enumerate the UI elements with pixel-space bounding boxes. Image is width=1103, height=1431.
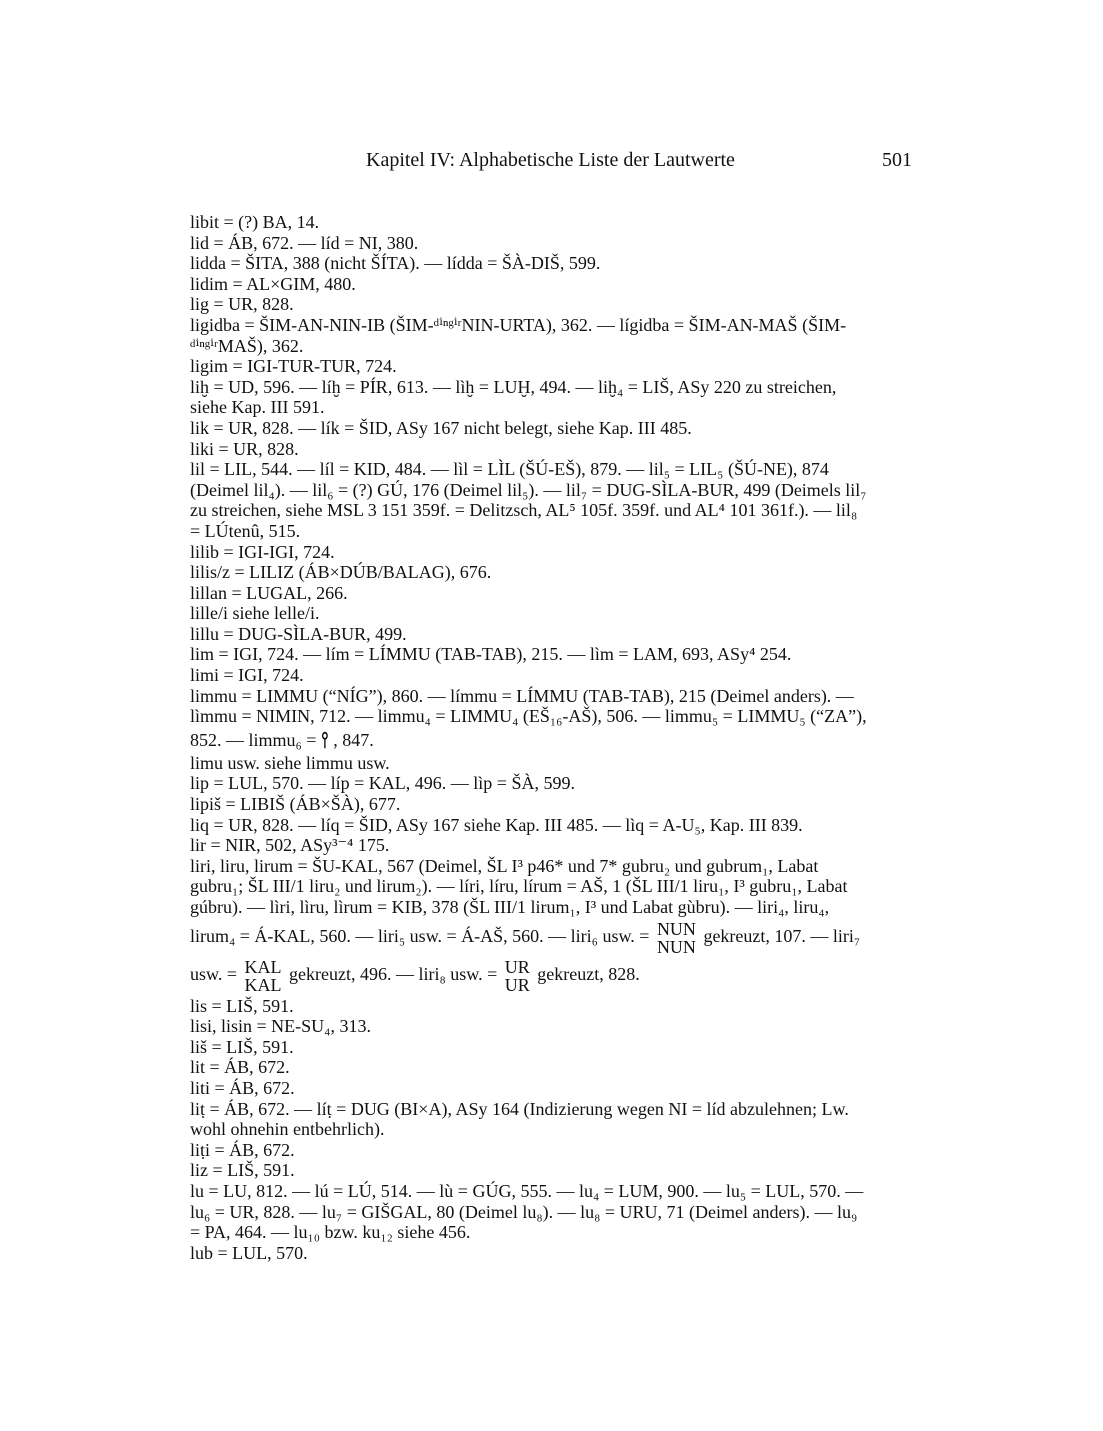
entry-line: liṭ = ÁB, 672. — líṭ = DUG (BI×A), ASy 164 (Indizierung wegen NI = líd abzulehnen; Lw. xyxy=(190,1098,849,1119)
running-header xyxy=(190,147,912,173)
entry-line-with-sign xyxy=(190,729,912,751)
entry-line: ligidba = ŠIM-AN-NIN-IB (ŠIM-ᵈⁱⁿᵍⁱʳNIN-URTA), 362. — lígidba = ŠIM-AN-MAŠ (ŠIM- xyxy=(190,314,847,335)
entry-line: liri, liru, lirum = ŠU-KAL, 567 (Deimel, ŠL I³ p46* und 7* gubru₂ und gubrum₁, Labat xyxy=(190,855,819,876)
entry-line: lidim = AL×GIM, 480. xyxy=(190,273,356,294)
entry-line: lìmmu = NIMIN, 712. — limmu₄ = LIMMU₄ (EŠ₁₆-AŠ), 506. — limmu₅ = LIMMU₅ (“ZA”), xyxy=(190,706,867,727)
line-text: , 847. xyxy=(328,729,374,750)
entry-line: lir = NIR, 502, ASy³⁻⁴ 175. xyxy=(190,835,390,856)
entry-line: ligim = IGI-TUR-TUR, 724. xyxy=(190,356,397,377)
entry-line: liz = LIŠ, 591. xyxy=(190,1160,295,1181)
entry-line-fraction xyxy=(190,920,912,956)
stacked-sign xyxy=(505,958,530,994)
chapter-title: Kapitel IV: Alphabetische Liste der Lautwerte xyxy=(366,149,735,171)
entry-line: liḫ = UD, 596. — líḫ = PÍR, 613. — lìḫ = LUḪ, 494. — liḫ₄ = LIŠ, ASy 220 zu streichen, xyxy=(190,376,837,397)
stacked-sign xyxy=(245,958,282,994)
entry-line: siehe Kap. III 591. xyxy=(190,397,325,418)
entry-line: liq = UR, 828. — líq = ŠID, ASy 167 siehe Kap. III 485. — lìq = A-U₅, Kap. III 839. xyxy=(190,814,803,835)
stack-top: KAL xyxy=(244,956,282,977)
entry-line: lim = IGI, 724. — lím = LÍMMU (TAB-TAB), 215. — lìm = LAM, 693, ASy⁴ 254. xyxy=(190,644,792,665)
entry-line: liki = UR, 828. xyxy=(190,438,299,459)
entry-line: lig = UR, 828. xyxy=(190,294,294,315)
stack-top: UR xyxy=(504,956,530,977)
entry-line: libit = (?) BA, 14. xyxy=(190,212,320,232)
entry-line: lilis/z = LILIZ (ÁB×DÚB/BALAG), 676. xyxy=(190,562,492,583)
entry-line: lu₆ = UR, 828. — lu₇ = GIŠGAL, 80 (Deimel lu₈). — lu₈ = URU, 71 (Deimel anders). — lu₉ xyxy=(190,1201,858,1222)
entry-line: lu = LU, 812. — lú = LÚ, 514. — lù = GÚG, 555. — lu₄ = LUM, 900. — lu₅ = LUL, 570. — xyxy=(190,1180,864,1201)
entry-line: lub = LUL, 570. xyxy=(190,1242,308,1263)
entry-line: zu streichen, siehe MSL 3 151 359f. = Delitzsch, AL⁵ 105f. 359f. und AL⁴ 101 361f.). — lil₈ xyxy=(190,500,858,521)
entry-line: lik = UR, 828. — lík = ŠID, ASy 167 nicht belegt, siehe Kap. III 485. xyxy=(190,417,692,438)
entry-line: lillu = DUG-SÌLA-BUR, 499. xyxy=(190,623,407,644)
entry-line: lis = LIŠ, 591. xyxy=(190,995,294,1016)
line-text: gekreuzt, 496. — liri₈ usw. = xyxy=(284,963,502,984)
line-text: gekreuzt, 828. xyxy=(532,963,640,984)
entry-line: lisi, lisin = NE-SU₄, 313. xyxy=(190,1016,371,1037)
entry-line: = LÚtenû, 515. xyxy=(190,520,301,541)
entry-line: ᵈⁱⁿᵍⁱʳMAŠ), 362. xyxy=(190,335,304,356)
entry-line: lidda = ŠITA, 388 (nicht ŠÍTA). — lídda = ŠÀ-DIŠ, 599. xyxy=(190,253,601,274)
line-text: 852. — limmu₆ = xyxy=(190,729,321,750)
entry-line: liṭi = ÁB, 672. xyxy=(190,1139,295,1160)
entry-line: lilib = IGI-IGI, 724. xyxy=(190,541,335,562)
entry-line: limmu = LIMMU (“NÍG”), 860. — límmu = LÍMMU (TAB-TAB), 215 (Deimel anders). — xyxy=(190,685,854,706)
entry-line: liti = ÁB, 672. xyxy=(190,1077,295,1098)
entry-line: lit = ÁB, 672. xyxy=(190,1057,290,1078)
page-number: 501 xyxy=(882,149,912,171)
line-text: gekreuzt, 107. — liri₇ xyxy=(698,925,861,946)
entry-line: limi = IGI, 724. xyxy=(190,665,304,686)
entry-line: gubru₁; ŠL III/1 liru₂ und lirum₂). — líri, líru, lírum = AŠ, 1 (ŠL III/1 liru₁, I³ gubru₁, Labat xyxy=(190,876,848,897)
stack-bottom: NUN xyxy=(656,936,696,957)
entry-line-fraction xyxy=(190,958,912,994)
line-text: lirum₄ = Á-KAL, 560. — liri₅ usw. = Á-AŠ, 560. — liri₆ usw. = xyxy=(190,925,654,946)
entry-line: lipiš = LIBIŠ (ÁB×ŠÀ), 677. xyxy=(190,794,401,815)
stack-bottom: KAL xyxy=(244,974,282,995)
cuneiform-sign-icon: ⫯ xyxy=(321,727,329,752)
stack-top: NUN xyxy=(656,918,696,939)
entry-line: lille/i siehe lelle/i. xyxy=(190,603,320,624)
entry-list xyxy=(190,212,912,1263)
entry-line: gúbru). — lìri, lìru, lìrum = KIB, 378 (ŠL III/1 lirum₁, I³ und Labat gùbru). — liri₄, liru₄, xyxy=(190,897,830,917)
stacked-sign xyxy=(657,920,696,956)
line-text: usw. = xyxy=(190,963,242,984)
entry-line: lillan = LUGAL, 266. xyxy=(190,582,348,603)
entry-line: liš = LIŠ, 591. xyxy=(190,1036,294,1057)
entry-line: = PA, 464. — lu₁₀ bzw. ku₁₂ siehe 456. xyxy=(190,1222,471,1243)
entry-line: limu usw. siehe limmu usw. xyxy=(190,752,390,773)
entry-line: lip = LUL, 570. — líp = KAL, 496. — lìp = ŠÀ, 599. xyxy=(190,773,575,794)
entry-line: lid = ÁB, 672. — líd = NI, 380. xyxy=(190,232,419,253)
entry-line: lil = LIL, 544. — líl = KID, 484. — lìl = LÌL (ŠÚ-EŠ), 879. — lil₅ = LIL₅ (ŠÚ-NE), 874 xyxy=(190,459,829,480)
entry-line: (Deimel lil₄). — lil₆ = (?) GÚ, 176 (Deimel lil₅). — lil₇ = DUG-SÌLA-BUR, 499 (Deimels lil₇ xyxy=(190,479,867,500)
stack-bottom: UR xyxy=(504,974,530,995)
entry-line: wohl ohnehin entbehrlich). xyxy=(190,1119,385,1140)
